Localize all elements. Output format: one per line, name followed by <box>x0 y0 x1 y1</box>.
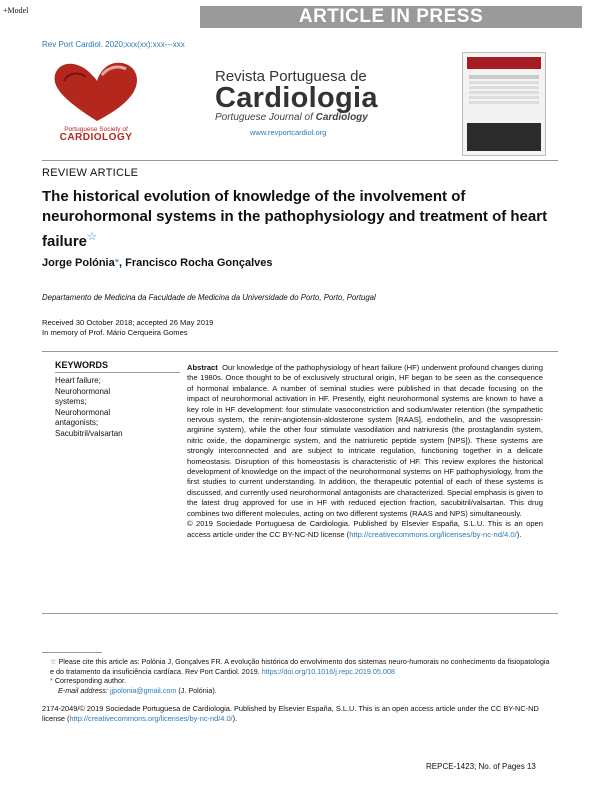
article-title-text: The historical evolution of knowledge of the involvement of neurohormonal systems in the pathophysiology and treatment of heart failure <box>42 188 548 250</box>
header-divider <box>42 160 558 161</box>
journal-subtitle <box>215 112 368 123</box>
article-history <box>42 318 213 338</box>
email-link[interactable]: jjpolonia@gmail.com <box>109 685 177 695</box>
abstract-copyright-end: ). <box>516 529 522 539</box>
email-label: E-mail address: <box>58 685 108 695</box>
journal-name-line-2: Cardiologia <box>215 82 378 114</box>
keyword-item: Neurohormonal <box>55 386 111 396</box>
abstract-bottom-divider <box>42 613 558 614</box>
journal-cover-thumbnail <box>462 52 546 156</box>
abstract-copyright: © 2019 Sociedade Portuguesa de Cardiologia. Published by Elsevier España, S.L.U. This is an open access article under the CC BY-NC-ND license ( <box>187 519 543 539</box>
keyword-item: Sacubitril/valsartan <box>55 428 123 438</box>
society-line-2: CARDIOLOGY <box>59 132 133 143</box>
abstract <box>187 363 543 540</box>
journal-subtitle-bold: Cardiology <box>315 112 368 123</box>
cite-as-text: Please cite this article as: Polónia J, Gonçalves FR. A evolução histórica do envolvimento dos sistemas neuro-humorais no conhecimento da fisiopatologia e do tratamento da insuficiência cardíaca. Rev Port Cardiol. 2019. <box>50 657 550 676</box>
license-link[interactable]: http://creativecommons.org/licenses/by-nc-nd/4.0/ <box>349 529 517 539</box>
keywords-heading: KEYWORDS <box>55 360 109 370</box>
footnote-divider <box>42 652 102 653</box>
footnote-asterisk: * <box>50 676 53 686</box>
model-label: +Model <box>3 6 29 15</box>
keyword-item: Heart failure; <box>55 376 101 385</box>
author-list <box>42 257 272 269</box>
title-footnote-star-icon[interactable]: ☆ <box>87 231 97 243</box>
received-dates: Received 30 October 2018; accepted 26 May 2019 <box>42 318 214 327</box>
article-in-press-banner: ARTICLE IN PRESS <box>200 6 582 28</box>
issn-license-link[interactable]: http://creativecommons.org/licenses/by-nc-nd/4.0/ <box>69 714 233 723</box>
society-line-1: Portuguese Society of <box>64 126 128 133</box>
article-title <box>42 187 552 252</box>
email-owner: (J. Polónia). <box>178 685 217 695</box>
section-type: REVIEW ARTICLE <box>42 167 139 179</box>
author-1[interactable]: Jorge Polónia <box>42 257 115 269</box>
journal-url-link[interactable]: www.revportcardiol.org <box>250 128 327 137</box>
abstract-text: Our knowledge of the pathophysiology of heart failure (HF) underwent profound changes during the 1980s. Once thought to be of exclusively structural origin, HF began to be seen as the consequence of hormonal imbalance. A number of seminal studies were published in that decade focusing on the impact of neurohormonal activation in HF. Presently, eight neurohormonal systems are known to have a key role in HF development: four stimulate vasoconstriction and sodium/water retention (the sympathetic nervous system, the renin-angiotensin-aldosterone system [RAAS], endothelin, and the vasopressin-arginine system), while the other four stimulate vasodilation and natriuresis (the prostaglandin system, nitric oxide, the dopaminergic system, and the natriuretic peptide system [NPS]). These systems are strongly interconnected and are subject to intricate regulation, functioning together in a delicate homeostasis. Disruption of this homeostasis is characteristic of HF. This review explores the historical development of knowledge on the impact of the neurohormonal systems on HF pathophysiology, from the first studies to current understanding. In addition, the therapeutic potential of each of these systems is discussed, and currently used neurohormonal antagonists are characterized. Special emphasis is given to the latest drug approved for use in HF with reduced ejection fraction, sacubitril/valsartan. This drug combines two different molecules, acting on two different systems (RAAS and NPS) simultaneously. <box>187 363 543 518</box>
keyword-item: systems; <box>55 397 87 406</box>
keywords-box <box>55 360 180 439</box>
issn-text: 2174-2049/© 2019 Sociedade Portuguesa de Cardiologia. Published by Elsevier España, S.L.U. This is an open access article under the CC BY-NC-ND license ( <box>42 704 539 723</box>
society-name <box>46 126 146 142</box>
footnote-star-icon: ☆ <box>50 657 57 666</box>
author-2[interactable]: , Francisco Rocha Gonçalves <box>119 257 273 269</box>
journal-citation[interactable]: Rev Port Cardiol. 2020;xxx(xx):xxx---xxx <box>42 40 185 49</box>
issn-end: ). <box>232 714 238 723</box>
heart-logo-icon <box>42 55 152 127</box>
affiliation: Departamento de Medicina da Faculdade de Medicina da Universidade do Porto, Porto, Portugal <box>42 293 376 302</box>
issn-copyright <box>42 704 552 724</box>
in-memoriam: In memory of Prof. Mário Cerqueira Gomes <box>42 328 188 337</box>
page-id: REPCE-1423; No. of Pages 13 <box>426 762 536 771</box>
keyword-item: antagonists; <box>55 418 99 427</box>
footnotes <box>50 657 555 695</box>
corresponding-author-label: Corresponding author. <box>54 676 126 686</box>
keyword-item: Neurohormonal <box>55 407 111 417</box>
abstract-label: Abstract <box>187 363 218 372</box>
journal-subtitle-prefix: Portuguese Journal of <box>215 112 313 123</box>
corresponding-author-mark[interactable]: * <box>114 257 120 269</box>
doi-link[interactable]: https://doi.org/10.1016/j.repc.2019.05.008 <box>261 666 395 676</box>
abstract-top-divider <box>42 351 558 352</box>
journal-name-line-1: Revista Portuguesa de <box>215 68 367 85</box>
